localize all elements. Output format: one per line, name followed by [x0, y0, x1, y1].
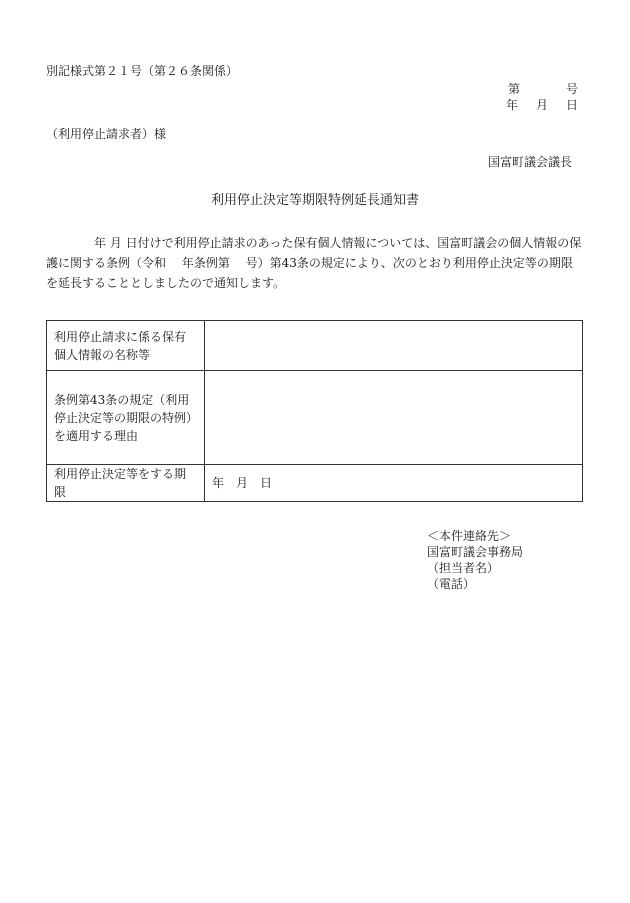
row-label-info-name: 利用停止請求に係る保有個人情報の名称等 [47, 321, 205, 371]
document-date [506, 96, 578, 114]
row-label-reason: 条例第43条の規定（利用停止決定等の期限の特例）を適用する理由 [47, 371, 205, 465]
contact-heading: ＜本件連絡先＞ [427, 529, 512, 543]
sender: 国富町議会議長 [487, 155, 572, 169]
row-value-reason [205, 371, 583, 465]
deadline-year: 年 [212, 476, 225, 490]
deadline-day: 日 [260, 476, 273, 490]
date-month: 月 [535, 98, 548, 112]
row-value-info-name [205, 321, 583, 371]
info-table [46, 320, 583, 502]
contact-office: 国富町議会事務局 [427, 545, 524, 559]
date-year: 年 [505, 98, 518, 112]
contact-block [427, 528, 523, 592]
form-number: 別記様式第２１号（第２６条関係） [46, 64, 239, 78]
table-row [47, 321, 583, 371]
deadline-month: 月 [236, 476, 249, 490]
number-prefix: 第 [507, 82, 520, 96]
table-row [47, 371, 583, 465]
number-suffix: 号 [565, 82, 578, 96]
row-value-deadline [205, 465, 583, 502]
recipient: （利用停止請求者）様 [46, 127, 167, 141]
contact-person: （担当者名） [427, 561, 500, 575]
contact-phone: （電話） [427, 577, 476, 591]
table-row [47, 465, 583, 502]
body-text: 年 月 日付けで利用停止請求のあった保有個人情報については、国富町議会の個人情報の保護に関する条例（令和 年条例第 号）第43条の規定により、次のとおり利用停止決定等の期限を延長することとしましたので通知します。 [46, 236, 582, 290]
row-label-deadline: 利用停止決定等をする期限 [47, 465, 205, 502]
date-day: 日 [565, 98, 578, 112]
document-title: 利用停止決定等期限特例延長通知書 [210, 193, 419, 208]
